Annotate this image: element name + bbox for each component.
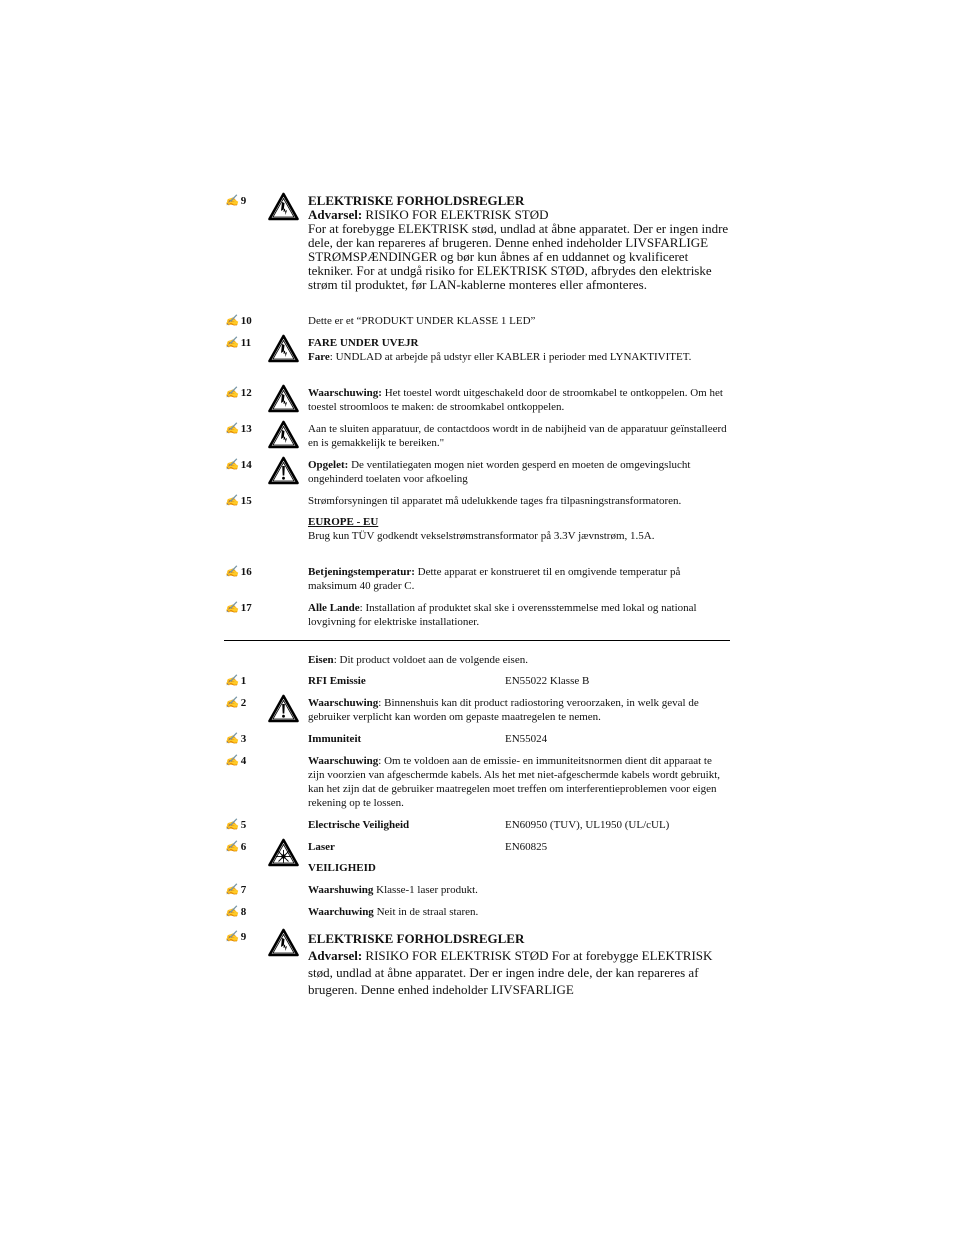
item-number: ✍ 5 [225,819,247,831]
entry-text: Betjeningstemperatur: Dette apparat er konstrueret til en omgivende temperatur på maksimum 40 grader C. [308,566,681,592]
hand-pencil-icon: ✍ [225,337,238,349]
standard-value: EN55024 [505,733,548,745]
entry-text: Strømforsyningen til apparatet må udelukkende tages fra tilpasningstransformatoren. EUROPE - EU Brug kun TÜV godkendt vekselstrømstransformator på 3.3V jævnstrøm, 1.5A. [308,495,682,542]
hand-pencil-icon: ✍ [225,931,238,943]
entry-label: Immuniteit [308,733,362,745]
entry-text: ELEKTRISKE FORHOLDSREGLER Advarsel: RISIKO FOR ELEKTRISK STØD For at forebygge ELEKTRISK stød, undlad at åbne apparatet. Der er ingen indre dele, der kan repareres af brugeren. Denne enhed indeholder LIVSFARLIGE STRØMSPÆNDINGER og bør kun åbnes af en uddannet og kvalificeret tekniker. For at undgå risiko for ELEKTRISK STØD, afbrydes den elektriske strøm til produktet, før LAN-kablerne monteres eller afmonteres. [308,193,729,292]
hand-pencil-icon: ✍ [225,755,238,767]
entry-text: Waarschuwing: Het toestel wordt uitgeschakeld door de stroomkabel te ontkoppelen. Om het toestel stroomloos te maken: de stroomkabel ontkoppelen. [308,387,723,413]
hand-pencil-icon: ✍ [225,697,238,709]
hand-pencil-icon: ✍ [225,906,238,918]
heading: ELEKTRISKE FORHOLDSREGLER [308,931,525,946]
hand-pencil-icon: ✍ [225,819,238,831]
entry-text: Waarchuwing Neit in de straal staren. [308,906,479,918]
hand-pencil-icon: ✍ [225,315,238,327]
section-divider [224,640,730,641]
item-number: ✍ 11 [225,337,252,349]
entry-label: Electrische Veiligheid [308,819,410,831]
exclamation-warning-icon [268,456,299,485]
item-number: ✍ 2 [225,697,247,709]
lightning-warning-icon [268,334,299,363]
entry-text: Waarschuwing: Om te voldoen aan de emissie- en immuniteitsnormen dient dit apparaat te zijn voorzien van afgeschermde kabels. Als het met niet-afgeschermde kabels wordt gebruikt, kan het zijn dat de gebruiker maatregelen moet treffen om interferentieproblemen voor eigen rekening op te lossen. [308,755,721,809]
hand-pencil-icon: ✍ [225,733,238,745]
entry-text: ELEKTRISKE FORHOLDSREGLER Advarsel: RISIKO FOR ELEKTRISK STØD For at forebygge ELEKTRISK stød, undlad at åbne apparatet. Der er ingen indre dele, der kan repareres af brugeren. Denne enhed indeholder LIVSFARLIGE [308,931,713,997]
hand-pencil-icon: ✍ [225,423,238,435]
hand-pencil-icon: ✍ [225,884,238,896]
item-number: ✍ 9 [225,931,247,943]
item-number: ✍ 7 [225,884,247,896]
item-number: ✍ 1 [225,675,247,687]
entry-text: Waarshuwing Klasse-1 laser produkt. [308,884,478,896]
hand-pencil-icon: ✍ [225,495,238,507]
standard-value: EN60825 [505,841,548,853]
exclamation-warning-icon [268,694,299,723]
paragraph: For at forebygge ELEKTRISK stød, undlad at åbne apparatet. Der er ingen indre dele, der kan repareres af brugeren. Denne enhed indeholder LIVSFARLIGE STRØMSPÆNDINGER og bør kun åbnes af en uddannet og kvalificeret tekniker. For at undgå risiko for ELEKTRISK STØD, afbrydes den elektriske strøm til produktet, før LAN-kablerne monteres eller afmonteres. [308,221,729,292]
item-number: ✍ 6 [225,841,247,853]
item-number: ✍ 13 [225,423,252,435]
item-number: ✍ 9 [225,195,247,207]
lightning-warning-icon [268,420,299,449]
hand-pencil-icon: ✍ [225,566,238,578]
item-number: ✍ 10 [225,315,252,327]
item-number: ✍ 15 [225,495,252,507]
hand-pencil-icon: ✍ [225,602,238,614]
hand-pencil-icon: ✍ [225,387,238,399]
entry-label: Laser VEILIGHEID [308,841,376,874]
lightning-warning-icon [268,192,299,221]
item-number: ✍ 4 [225,755,247,767]
hand-pencil-icon: ✍ [225,841,238,853]
lightning-warning-icon [268,384,299,413]
lightning-warning-icon [268,928,299,957]
item-number: ✍ 17 [225,602,252,614]
entry-text: Aan te sluiten apparatuur, de contactdoos wordt in de nabijheid van de apparatuur geïnstalleerd en is gemakkelijk te bereiken." [308,423,727,449]
entry-text: Dette er et “PRODUKT UNDER KLASSE 1 LED” [308,315,536,327]
entry-text: Eisen: Dit product voldoet aan de volgende eisen. [308,654,528,666]
laser-warning-icon [268,838,299,867]
hand-pencil-icon: ✍ [225,675,238,687]
heading: ELEKTRISKE FORHOLDSREGLER [308,193,525,208]
item-number: ✍ 16 [225,566,252,578]
hand-pencil-icon: ✍ [225,459,238,471]
entry-text: Opgelet: De ventilatiegaten mogen niet worden gesperd en moeten de omgevingslucht ongehinderd toelaten voor afkoeling [308,459,691,485]
standard-value: EN55022 Klasse B [505,675,590,687]
entry-text: Waarschuwing: Binnenshuis kan dit product radiostoring veroorzaken, in welk geval de gebruiker verplicht kan worden om gepaste maatregelen te nemen. [308,697,699,723]
item-number: ✍ 8 [225,906,247,918]
item-number: ✍ 14 [225,459,252,471]
entry-label: RFI Emissie [308,675,366,687]
entry-text: FARE UNDER UVEJR Fare: UNDLAD at arbejde på udstyr eller KABLER i perioder med LYNAKTIVITET. [308,337,692,363]
region-heading: EUROPE - EU [308,516,379,528]
item-number: ✍ 12 [225,387,252,399]
entry-text: Alle Lande: Installation af produktet skal ske i overensstemmelse med lokal og national lovgivning for elektriske installationer. [308,602,697,628]
item-number: ✍ 3 [225,733,247,745]
hand-pencil-icon: ✍ [225,195,238,207]
standard-value: EN60950 (TUV), UL1950 (UL/cUL) [505,819,670,831]
